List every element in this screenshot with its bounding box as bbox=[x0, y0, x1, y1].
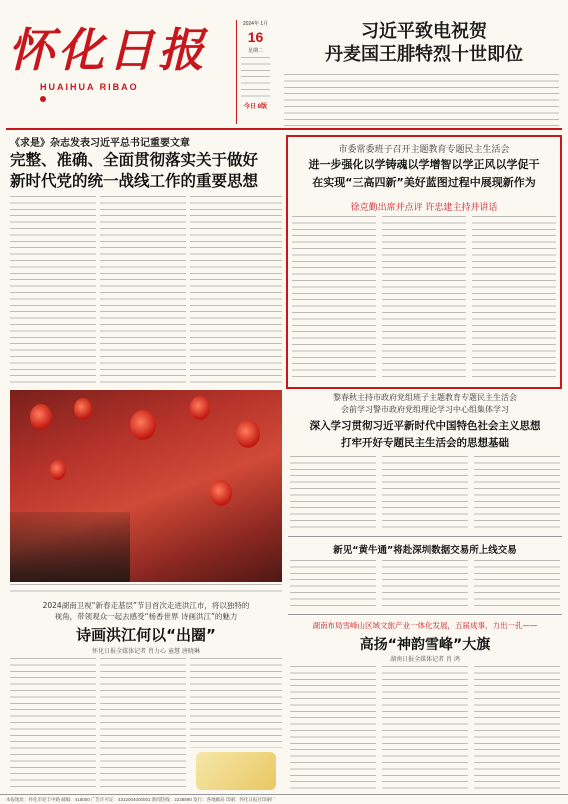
boxed-byline: 徐克勤出席并点评 许忠建主持并讲话 bbox=[350, 203, 498, 213]
lantern-icon bbox=[236, 420, 260, 448]
boxed-col-2 bbox=[382, 216, 466, 382]
lantern-icon bbox=[50, 460, 66, 480]
children-figures bbox=[10, 512, 130, 582]
top-story-title[interactable] bbox=[284, 20, 564, 66]
photo-caption bbox=[10, 584, 282, 596]
gov-col-3 bbox=[474, 456, 560, 532]
yellow-col-2 bbox=[382, 560, 468, 610]
masthead-divider bbox=[6, 128, 562, 130]
yellow-story-title[interactable]: 新见“黄牛通”将赴深圳数据交易所上线交易 bbox=[333, 545, 517, 556]
page-count: 今日 8版 bbox=[243, 104, 267, 110]
boxed-title[interactable] bbox=[290, 156, 558, 192]
qiushi-col-2 bbox=[100, 196, 186, 384]
gov-title[interactable] bbox=[288, 418, 562, 452]
tourism-title[interactable]: 高扬“神韵雪峰”大旗 bbox=[359, 637, 491, 653]
lantern-festival-photo bbox=[10, 390, 282, 582]
lantern-icon bbox=[210, 480, 232, 506]
tourism-byline: 湖南日报全媒体记者 肖 鸿 bbox=[390, 656, 460, 663]
top-story-title-line2: 丹麦国王腓特烈十世即位 bbox=[325, 44, 523, 65]
photo-story-kicker-line1: 2024湖南卫视“新春走基层”节目首次走进洪江市，将以独特的 bbox=[42, 601, 250, 610]
section-divider bbox=[288, 536, 562, 537]
boxed-title-line2: 在实现“三高四新”美好蓝图过程中展现新作为 bbox=[312, 176, 536, 189]
tourism-col-3 bbox=[474, 666, 560, 790]
mascot-badge bbox=[196, 752, 276, 790]
lantern-icon bbox=[190, 396, 210, 420]
date-details bbox=[241, 57, 270, 97]
lantern-icon bbox=[30, 404, 52, 430]
photo-story-kicker bbox=[10, 600, 282, 622]
gov-kicker bbox=[288, 392, 562, 416]
qiushi-kicker: 《求是》杂志发表习近平总书记重要文章 bbox=[10, 138, 190, 149]
qiushi-title-line2: 新时代党的统一战线工作的重要思想 bbox=[10, 172, 259, 190]
gov-col-2 bbox=[382, 456, 468, 532]
qiushi-title[interactable] bbox=[10, 150, 286, 192]
date-box bbox=[236, 20, 274, 124]
tourism-col-2 bbox=[382, 666, 468, 790]
gov-col-1 bbox=[290, 456, 376, 532]
masthead-pinyin: HUAIHUA RIBAO bbox=[40, 82, 139, 92]
lantern-icon bbox=[130, 410, 156, 440]
top-story-body bbox=[284, 74, 559, 126]
photo-story-byline: 怀化日报全媒体记者 肖力心 童慧 唐晓琳 bbox=[92, 648, 200, 655]
gov-kicker-line2: 会前学习警市政府党组理论学习中心组集体学习 bbox=[341, 405, 509, 414]
boxed-col-3 bbox=[472, 216, 556, 382]
section-divider bbox=[288, 614, 562, 615]
photo-story-col-1 bbox=[10, 658, 96, 790]
photo-story-kicker-line2: 视角，带领观众一起去感受“杨香世界 诗画洪江”的魅力 bbox=[54, 612, 238, 621]
sponsor-line bbox=[40, 96, 46, 103]
gov-kicker-line1: 黎春秋主持市政府党组班子主题教育专题民主生活会 bbox=[333, 393, 517, 402]
gov-title-line1: 深入学习贯彻习近平新时代中国特色社会主义思想 bbox=[309, 420, 541, 432]
day-number: 16 bbox=[247, 29, 264, 45]
masthead-logo: 怀化日报 bbox=[8, 23, 208, 77]
boxed-col-1 bbox=[292, 216, 376, 382]
party-emblem-icon bbox=[40, 96, 46, 102]
qiushi-title-line1: 完整、准确、全面贯彻落实关于做好 bbox=[10, 151, 259, 169]
lantern-icon bbox=[74, 398, 92, 420]
photo-story-title[interactable]: 诗画洪江何以“出圈” bbox=[76, 626, 216, 644]
boxed-title-line1: 进一步强化以学铸魂以学增智以学正风以学促干 bbox=[308, 158, 540, 171]
qiushi-col-3 bbox=[190, 196, 282, 384]
yellow-col-3 bbox=[474, 560, 560, 610]
boxed-kicker: 市委常委班子召开主题教育专题民主生活会 bbox=[338, 145, 510, 155]
qiushi-col-1 bbox=[10, 196, 96, 384]
weekday: 星期二 bbox=[247, 48, 263, 54]
photo-story-col-3 bbox=[190, 658, 282, 748]
photo-story-col-2 bbox=[100, 658, 186, 790]
footer: 本报地址：怀化市迎丰中路 邮编：418000 广告许可证：4312004000001 新闻热线：2238890 发行：各地邮局 印刷：怀化日报社印刷厂 bbox=[0, 794, 568, 804]
tourism-col-1 bbox=[290, 666, 376, 790]
top-story-title-line1: 习近平致电祝贺 bbox=[361, 21, 487, 42]
yellow-col-1 bbox=[290, 560, 376, 610]
tourism-kicker: 湖南布局雪峰山区域文旅产业一体化发展，五届成事，力出一孔—— bbox=[312, 621, 538, 630]
year-month: 2024年 1月 bbox=[242, 21, 269, 27]
gov-title-line2: 打牢开好专题民主生活会的思想基础 bbox=[341, 437, 509, 449]
